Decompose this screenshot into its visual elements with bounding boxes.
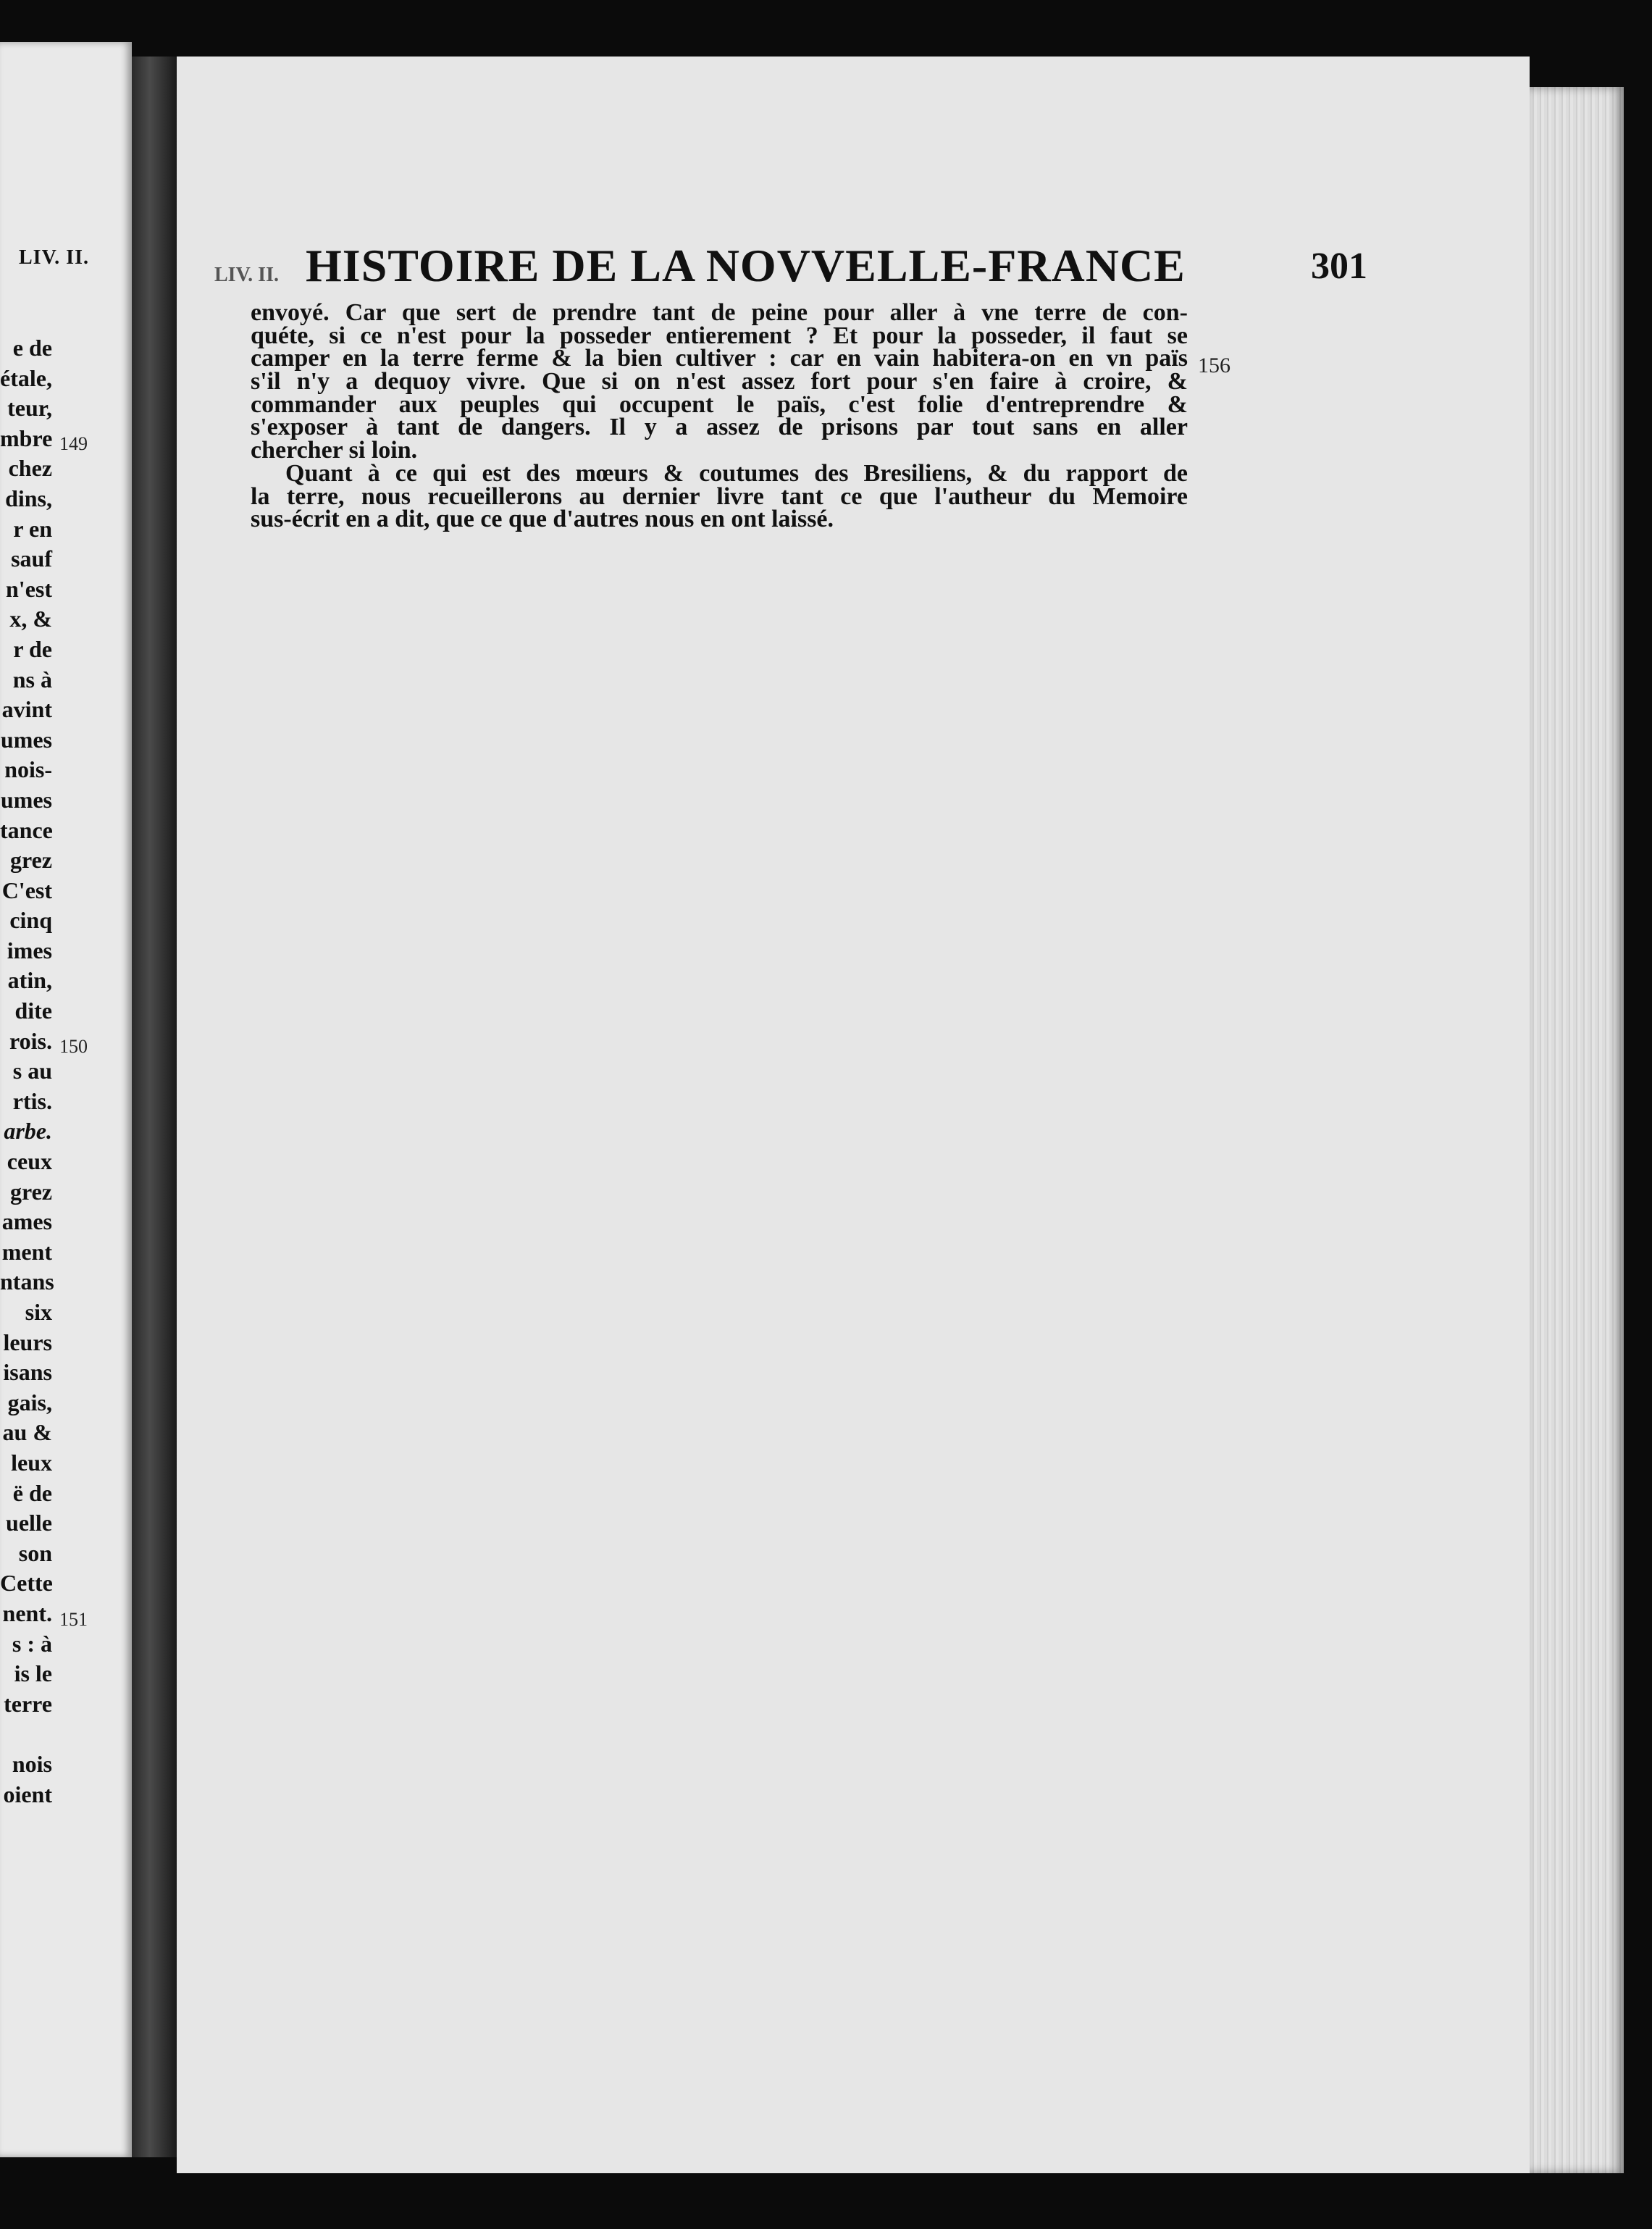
text-line: envoyé. Car que sert de prendre tant de peine pour aller à vne terre de con- (251, 299, 1188, 326)
left-text-line: atin, (7, 967, 52, 994)
running-head-book: LIV. II. (214, 264, 279, 286)
left-text-line: sauf (11, 545, 52, 572)
left-text-line: rois. (9, 1027, 52, 1054)
left-text-line: tance (0, 816, 53, 843)
left-text-line: avint (1, 696, 52, 723)
left-text-line: umes (0, 786, 52, 813)
left-text-line: au & (2, 1419, 52, 1446)
right-page (177, 57, 1530, 2173)
left-text-line: teur, (7, 395, 52, 422)
running-head-title: HISTOIRE DE LA NOVVELLE-FRANCE (306, 240, 1186, 291)
left-text-line: terre (4, 1690, 52, 1717)
text-line: camper en la terre ferme & la bien cultiver : car en vain habitera-on en vn païs (251, 345, 1188, 372)
left-text-line: gais, (7, 1389, 52, 1415)
text-line: chercher si loin. (251, 437, 418, 464)
book-gutter (132, 57, 177, 2157)
text-line: quéte, si ce n'est pour la posseder entierement ? Et pour la posseder, il faut se (251, 322, 1188, 349)
left-page-text (0, 333, 52, 1810)
left-text-line (0, 1719, 52, 1749)
left-text-line: uelle (6, 1510, 52, 1536)
left-text-line: umes (0, 726, 52, 753)
left-text-line: r en (13, 515, 52, 542)
left-text-line: s au (12, 1058, 52, 1084)
left-text-line: Cette (0, 1570, 53, 1597)
left-margin-number: 151 (59, 1609, 88, 1630)
text-line: la terre, nous recueillerons au dernier livre tant ce que l'autheur du Memoire (251, 482, 1188, 510)
left-text-line: ceux (7, 1148, 52, 1175)
left-text-line: chez (8, 455, 52, 482)
left-text-line: ment (1, 1238, 52, 1265)
left-text-line: cinq (9, 907, 52, 934)
text-line: commander aux peuples qui occupent le païs, c'est folie d'entreprendre & (251, 390, 1188, 418)
left-margin-number: 150 (59, 1036, 88, 1057)
left-text-line: ntans (0, 1268, 54, 1295)
left-text-line: leux (11, 1449, 52, 1476)
left-text-line: nois (12, 1750, 52, 1777)
left-text-line: x, & (9, 606, 52, 632)
left-page (0, 42, 132, 2157)
left-text-line: grez (9, 847, 52, 874)
left-page-header: LIV. II. (19, 246, 89, 269)
left-text-line: C'est (1, 877, 52, 903)
left-text-line: grez (9, 1178, 52, 1205)
left-text-line: r de (13, 635, 52, 662)
left-text-line: dite (14, 998, 52, 1024)
left-text-line: étale, (0, 364, 52, 391)
page-number: 301 (1311, 246, 1367, 287)
left-text-line: arbe. (4, 1118, 52, 1145)
right-margin-number: 156 (1198, 354, 1230, 377)
left-text-line: ames (1, 1208, 52, 1235)
left-text-line: mbre (0, 425, 53, 451)
left-text-line: leurs (3, 1329, 52, 1355)
left-text-line: rtis. (12, 1087, 52, 1114)
left-text-line: ns à (12, 666, 52, 693)
left-text-line: ë de (12, 1479, 52, 1506)
left-text-line: nois- (4, 756, 52, 783)
body-text (251, 301, 1188, 531)
left-text-line: e de (12, 335, 52, 361)
left-text-line: dins, (5, 485, 52, 511)
left-text-line: imes (7, 937, 52, 963)
left-text-line: nent. (2, 1599, 52, 1626)
text-line: s'exposer à tant de dangers. Il y a assez de prisons par tout sans en aller (251, 414, 1188, 441)
text-line: sus-écrit en a dit, que ce que d'autres nous en ont laissé. (251, 506, 834, 533)
text-line: Quant à ce qui est des mœurs & coutumes des Bresiliens, & du rapport de (285, 459, 1188, 487)
running-head (214, 239, 1366, 304)
left-text-line: son (18, 1539, 52, 1566)
text-line: s'il n'y a dequoy vivre. Que si on n'est assez fort pour s'en faire à croire, & (251, 368, 1188, 396)
left-text-line: oient (3, 1781, 52, 1807)
left-text-line: n'est (6, 575, 52, 602)
left-text-line: six (25, 1299, 52, 1325)
left-text-line: isans (3, 1359, 52, 1386)
left-text-line: is le (14, 1660, 52, 1687)
left-margin-number: 149 (59, 433, 88, 454)
page-edges (1530, 87, 1624, 2173)
left-text-line: s : à (12, 1630, 52, 1657)
